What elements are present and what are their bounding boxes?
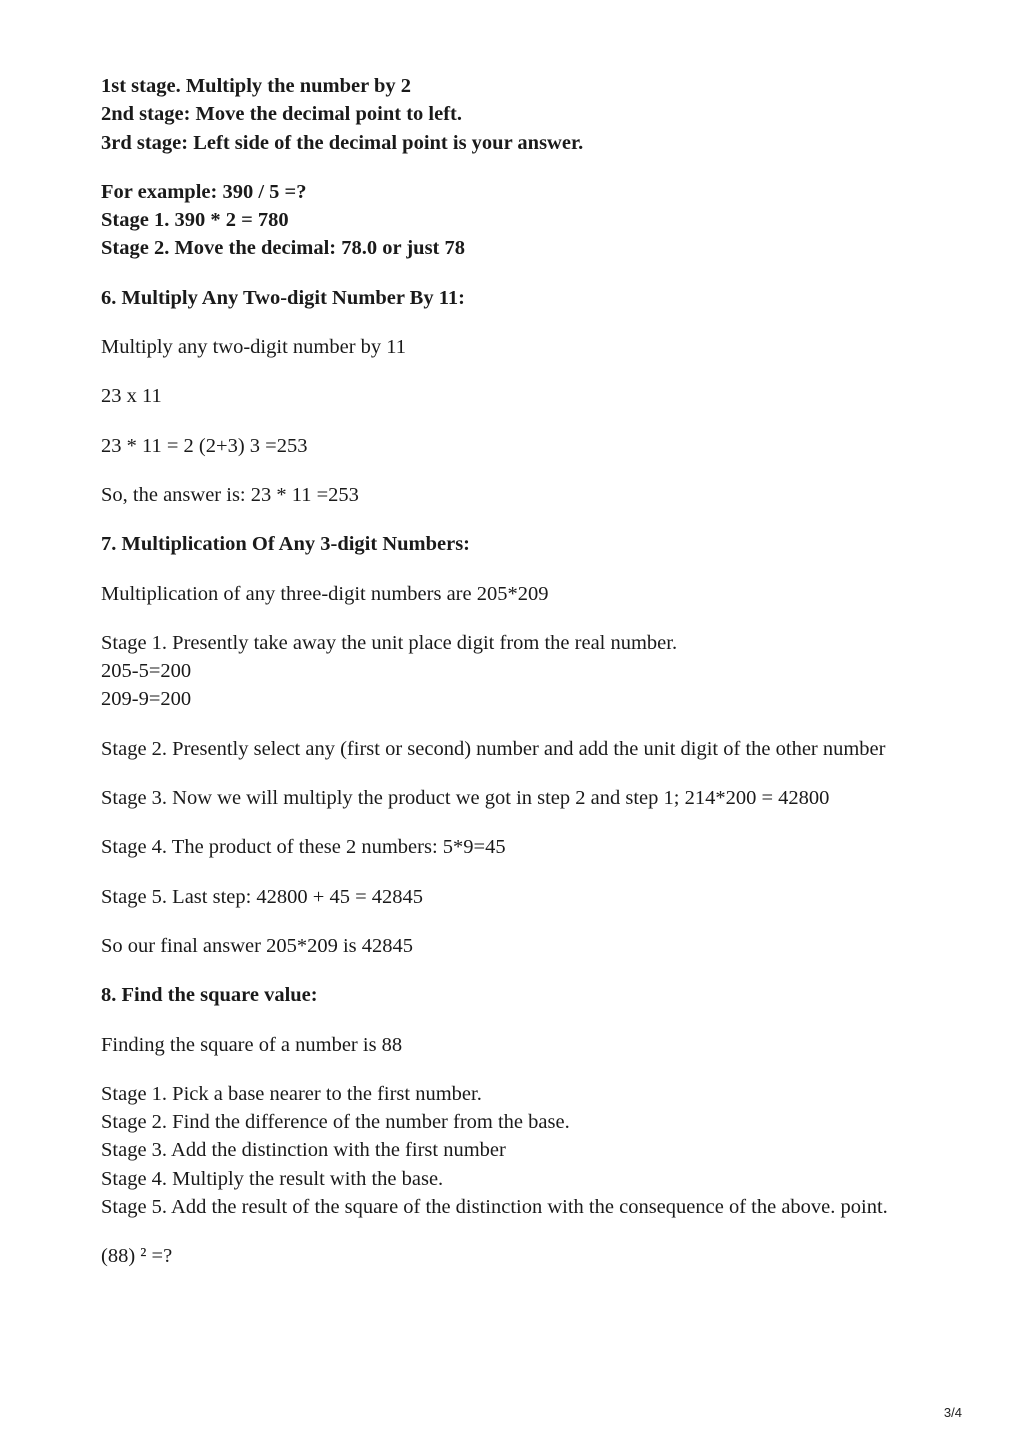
- example-line-1: For example: 390 / 5 =?: [101, 180, 307, 203]
- section-6-heading: 6. Multiply Any Two-digit Number By 11:: [101, 286, 465, 309]
- intro-steps: [101, 72, 931, 157]
- square-stage-1: Stage 1. Pick a base nearer to the first number.: [101, 1082, 482, 1105]
- section-6-paragraph-3: 23 * 11 = 2 (2+3) 3 =253: [101, 434, 308, 457]
- section-7-stage-5: Stage 5. Last step: 42800 + 45 = 42845: [101, 885, 424, 908]
- document-body: [101, 72, 931, 1292]
- section-6-paragraph-1: Multiply any two-digit number by 11: [101, 336, 407, 359]
- square-stage-3: Stage 3. Add the distinction with the first number: [101, 1139, 506, 1162]
- section-7-stage-3: Stage 3. Now we will multiply the product we got in step 2 and step 1; 214*200 = 42800: [101, 787, 830, 810]
- square-stage-2: Stage 2. Find the difference of the number from the base.: [101, 1111, 570, 1134]
- section-7-stage-1: [101, 629, 931, 714]
- intro-step-3: 3rd stage: Left side of the decimal point is your answer.: [101, 131, 584, 154]
- page-number: 3/4: [943, 1405, 962, 1420]
- example-line-3: Stage 2. Move the decimal: 78.0 or just 78: [101, 237, 466, 260]
- intro-step-2: 2nd stage: Move the decimal point to left.: [101, 103, 462, 126]
- section-6-paragraph-4: So, the answer is: 23 * 11 =253: [101, 483, 359, 506]
- stage-1-line-1: Stage 1. Presently take away the unit place digit from the real number.: [101, 631, 678, 654]
- stage-1-line-2: 205-5=200: [101, 660, 192, 683]
- section-7-stage-4: Stage 4. The product of these 2 numbers: 5*9=45: [101, 836, 506, 859]
- intro-step-1: 1st stage. Multiply the number by 2: [101, 75, 411, 97]
- section-8-heading: 8. Find the square value:: [101, 984, 318, 1007]
- section-7-final: So our final answer 205*209 is 42845: [101, 934, 414, 957]
- section-7-heading: 7. Multiplication Of Any 3-digit Numbers:: [101, 533, 471, 556]
- stage-1-line-3: 209-9=200: [101, 688, 192, 711]
- section-8-stages: [101, 1080, 931, 1221]
- example-line-2: Stage 1. 390 * 2 = 780: [101, 209, 289, 232]
- example-block: [101, 178, 931, 263]
- square-stage-4: Stage 4. Multiply the result with the base.: [101, 1167, 444, 1190]
- section-7-stage-2: Stage 2. Presently select any (first or second) number and add the unit digit of the other number: [101, 737, 886, 760]
- section-7-paragraph-1: Multiplication of any three-digit numbers are 205*209: [101, 582, 549, 605]
- section-6-paragraph-2: 23 x 11: [101, 385, 162, 408]
- square-stage-5: Stage 5. Add the result of the square of the distinction with the consequence of the above. point.: [101, 1196, 888, 1219]
- section-8-question: (88) ² =?: [101, 1245, 173, 1268]
- section-8-paragraph-1: Finding the square of a number is 88: [101, 1033, 403, 1056]
